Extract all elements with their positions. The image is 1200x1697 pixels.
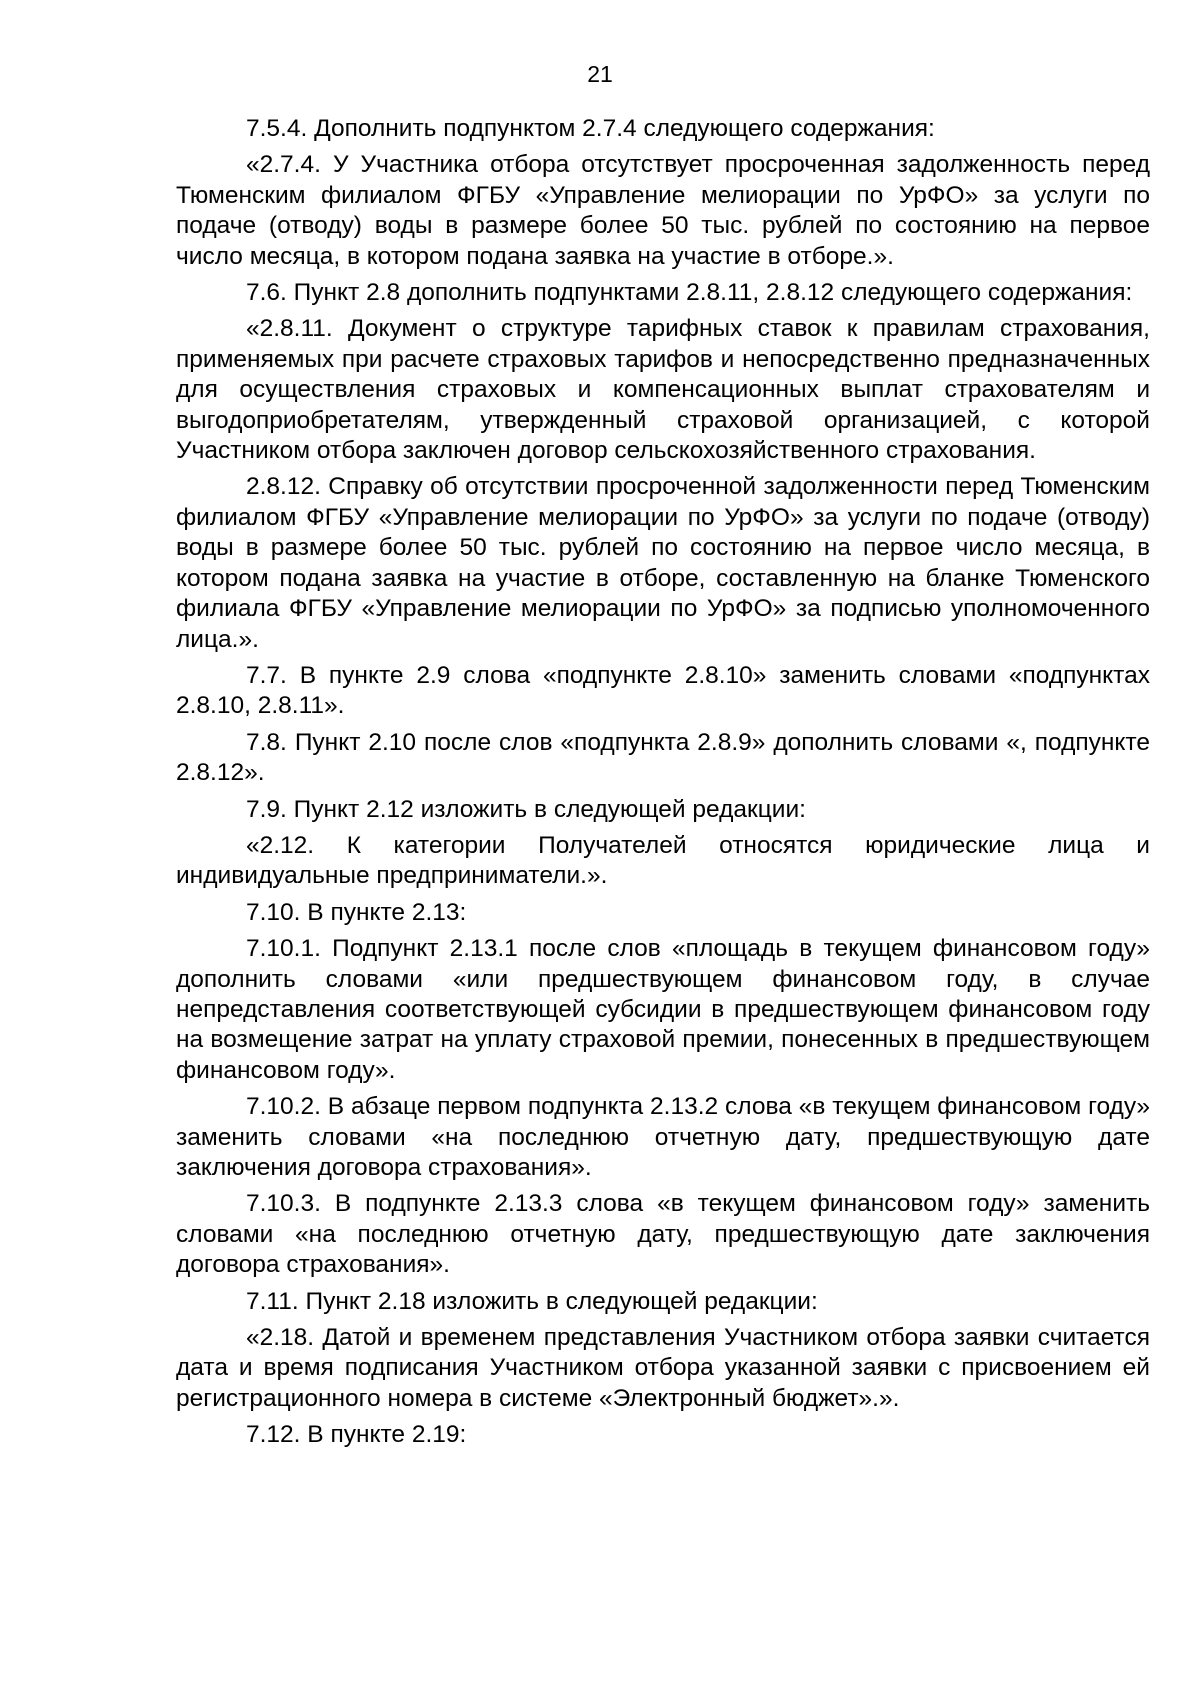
paragraph-7-5-4: 7.5.4. Дополнить подпунктом 2.7.4 следующего содержания:: [246, 115, 935, 142]
paragraph-7-9: 7.9. Пункт 2.12 изложить в следующей редакции:: [246, 795, 806, 823]
paragraph-7-6: 7.6. Пункт 2.8 дополнить подпунктами 2.8.11, 2.8.12 следующего содержания:: [246, 279, 1133, 307]
paragraph-2-7-4: «2.7.4. У Участника отбора отсутствует просроченная задолженность перед Тюменским филиалом ФГБУ «Управление мелиорации по УрФО» за услуги по подаче (отводу) воды в размере более 50 тыс. рублей по состоянию на первое число месяца, в котором подана заявка на участие в отборе.».: [176, 151, 1150, 270]
document-body: [176, 114, 1150, 1457]
paragraph-2-12: «2.12. К категории Получателей относятся юридические лица и индивидуальные предприниматели.».: [176, 831, 1150, 890]
paragraph-7-10-3: 7.10.3. В подпункте 2.13.3 слова «в текущем финансовом году» заменить словами «на последнюю отчетную дату, предшествующую дате заключения договора страхования».: [176, 1190, 1150, 1279]
paragraph-7-8: 7.8. Пункт 2.10 после слов «подпункта 2.8.9» дополнить словами «, подпункте 2.8.12».: [176, 728, 1150, 787]
paragraph-7-10: 7.10. В пункте 2.13:: [246, 898, 467, 926]
paragraph-2-18: «2.18. Датой и временем представления Участником отбора заявки считается дата и время подписания Участником отбора указанной заявки с присвоением ей регистрационного номера в системе «Электронный бюджет».».: [176, 1324, 1150, 1412]
paragraph-2-8-11: «2.8.11. Документ о структуре тарифных ставок к правилам страхования, применяемых при расчете страховых тарифов и непосредственно предназначенных для осуществления страховых и компенсационных выплат страхователям и выгодоприобретателям, утвержденный страховой организацией, с которой Участником отбора заключен договор сельскохозяйственного страхования.: [176, 315, 1150, 465]
paragraph-2-8-12: 2.8.12. Справку об отсутствии просроченной задолженности перед Тюменским филиалом ФГБУ «Управление мелиорации по УрФО» за услуги по подаче (отводу) воды в размере более 50 тыс. рублей по состоянию на первое число месяца, в котором подана заявка на участие в отборе, составленную на бланке Тюменского филиала ФГБУ «Управление мелиорации по УрФО» за подписью уполномоченного лица.».: [176, 473, 1150, 653]
paragraph-7-10-2: 7.10.2. В абзаце первом подпункта 2.13.2 слова «в текущем финансовом году» заменить словами «на последнюю отчетную дату, предшествующую дате заключения договора страхования».: [176, 1093, 1150, 1181]
paragraph-7-12: 7.12. В пункте 2.19:: [246, 1421, 467, 1449]
page-number: 21: [587, 61, 613, 87]
paragraph-7-11: 7.11. Пункт 2.18 изложить в следующей редакции:: [246, 1287, 818, 1315]
paragraph-7-10-1: 7.10.1. Подпункт 2.13.1 после слов «площадь в текущем финансовом году» дополнить словами «или предшествующем финансовом году, в случае непредставления соответствующей субсидии в предшествующем финансовом году на возмещение затрат на уплату страховой премии, понесенных в предшествующем финансовом году».: [176, 935, 1150, 1084]
paragraph-7-7: 7.7. В пункте 2.9 слова «подпункте 2.8.10» заменить словами «подпунктах 2.8.10, 2.8.11».: [176, 661, 1150, 720]
